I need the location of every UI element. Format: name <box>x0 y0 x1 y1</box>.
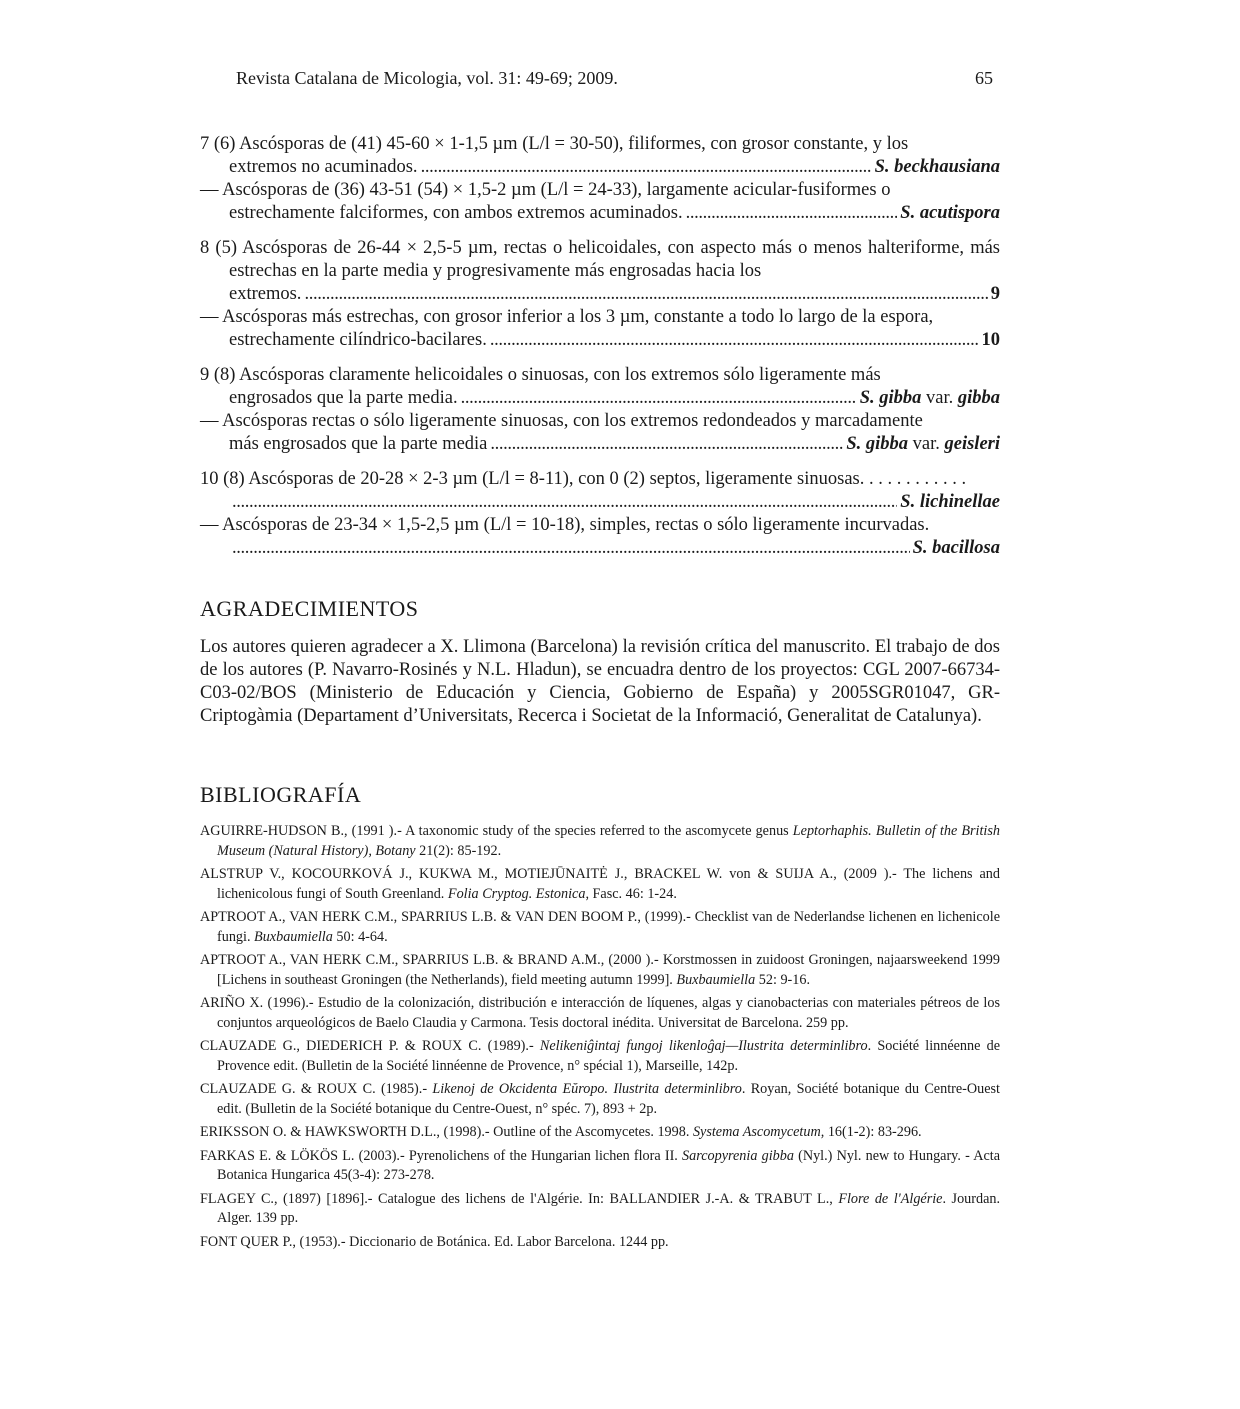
bibliography-entry: ALSTRUP V., KOCOURKOVÁ J., KUKWA M., MOTIEJŪNAITĖ J., BRACKEL W. von & SUIJA A., (2009 ).- The lichens and lichenicolous fungi of South Greenland. Folia Cryptog. Estonica, Fasc. 46: 1-24. <box>200 866 1000 902</box>
key-result: S. bacillosa <box>912 538 1000 558</box>
bibliography-list <box>200 822 1000 1256</box>
bibliography-entry: CLAUZADE G. & ROUX C. (1985).- Likenoj de Okcidenta Eŭropo. Ilustrita determinlibro. Royan, Société botanique du Centre-Ouest edit. (Bulletin de la Société botanique du Centre-Ouest, n° spéc. 7), 893 + 2p. <box>200 1081 1000 1117</box>
key-result: S. acutispora <box>900 203 1000 223</box>
bibliography-entry: FLAGEY C., (1897) [1896].- Catalogue des lichens de l'Algérie. In: BALLANDIER J.-A. & TRABUT L., Flore de l'Algérie. Jourdan. Alger. 139 pp. <box>200 1190 1001 1226</box>
key-lead: 8 (5) Ascósporas de 26-44 × 2,5-5 µm, rectas o helicoidales, con aspecto más o menos halteriforme, más estrechas en la parte media y progresivamente más engrosadas hacia los <box>200 238 1000 281</box>
running-header <box>236 68 993 89</box>
key-result: S. gibba var. gibba <box>859 388 1000 408</box>
acknowledgements-heading: AGRADECIMIENTOS <box>200 596 419 621</box>
key-lead: — Ascósporas rectas o sólo ligeramente sinuosas, con los extremos redondeados y marcadamente <box>200 411 923 431</box>
acknowledgements-text: Los autores quieren agradecer a X. Llimona (Barcelona) la revisión crítica del manuscrito. El trabajo de dos de los autores (P. Navarro-Rosinés y N.L. Hladun), se encuadra dentro de los proyectos: CGL 2007-66734-C03-02/BOS (Ministerio de Educación y Ciencia, Gobierno de España) y 2005SGR01047, GR-Criptogàmia (Departament d’Universitats, Recerca i Societat de la Informació, Generalitat de Catalunya). <box>200 637 1000 726</box>
key-result: S. lichinellae <box>900 492 1000 512</box>
bibliography-entry: ERIKSSON O. & HAWKSWORTH D.L., (1998).- Outline of the Ascomycetes. 1998. Systema Ascomycetum, 16(1-2): 83-296. <box>200 1124 922 1140</box>
bibliography-entry: CLAUZADE G., DIEDERICH P. & ROUX C. (1989).- Nelikeniĝintaj fungoj likenloĝaj—Ilustrita determinlibro. Société linnéenne de Provence edit. (Bulletin de la Société linnéenne de Provence, n° spécial 1), Marseille, 142p. <box>200 1038 1000 1074</box>
bibliography-heading: BIBLIOGRAFÍA <box>200 782 362 807</box>
bibliography-entry: AGUIRRE-HUDSON B., (1991 ).- A taxonomic study of the species referred to the ascomycete genus Leptorhaphis. Bulletin of the British Museum (Natural History), Botany 21(2): 85-192. <box>200 823 1000 859</box>
key-lead: — Ascósporas de (36) 43-51 (54) × 1,5-2 µm (L/l = 24-33), largamente acicular-fusiformes o <box>200 180 891 200</box>
key-lead-end: estrechamente cilíndrico-bacilares. . . . 10 <box>200 329 1000 352</box>
key-lead-end: extremos. . . . 9 <box>200 283 1000 306</box>
bibliography-entry: FARKAS E. & LÖKÖS L. (2003).- Pyrenolichens of the Hungarian lichen flora II. Sarcopyrenia gibba (Nyl.) Nyl. new to Hungary. - Acta Botanica Hungarica 45(3-4): 273-278. <box>200 1147 1000 1183</box>
key-lead: 10 (8) Ascósporas de 20-28 × 2-3 µm (L/l = 8-11), con 0 (2) septos, ligeramente sinuosas. . . . . . . . . . . . <box>200 469 967 489</box>
key-lead-end <box>200 491 1000 514</box>
key-result: 9 <box>990 284 1000 304</box>
key-couplet-8 <box>200 237 1000 352</box>
key-lead-end <box>200 537 1000 560</box>
key-couplet-7 <box>200 133 1000 225</box>
identification-key <box>200 133 1000 572</box>
key-lead: 7 (6) Ascósporas de (41) 45-60 × 1-1,5 µm (L/l = 30-50), filiformes, con grosor constante, y los <box>200 134 909 154</box>
key-couplet-9 <box>200 364 1000 456</box>
key-result: S. gibba var. geisleri <box>846 434 1000 454</box>
page-number: 65 <box>975 68 993 88</box>
bibliography-entry: FONT QUER P., (1953).- Diccionario de Botánica. Ed. Labor Barcelona. 1244 pp. <box>200 1233 669 1250</box>
key-lead-end: extremos no acuminados. . . . S. beckhausiana <box>200 156 1000 179</box>
bibliography-entry: APTROOT A., VAN HERK C.M., SPARRIUS L.B. & BRAND A.M., (2000 ).- Korstmossen in zuidoost Groningen, najaarsweekend 1999 [Lichens in southeast Groningen (the Netherlands), field meeting autumn 1999]. Buxbaumiella 52: 9-16. <box>200 952 1000 988</box>
bibliography-entry: APTROOT A., VAN HERK C.M., SPARRIUS L.B. & VAN DEN BOOM P., (1999).- Checklist van de Nederlandse lichenen en lichenicole fungi. Buxbaumiella 50: 4-64. <box>200 909 1000 945</box>
key-result: S. beckhausiana <box>874 157 1000 177</box>
key-result: 10 <box>981 330 1000 350</box>
bibliography-entry: ARIÑO X. (1996).- Estudio de la colonización, distribución e interacción de líquenes, algas y cianobacterias con materiales pétreos de los conjuntos arqueológicos de Baelo Claudia y Carmona. Tesis doctoral inédita. Universitat de Barcelona. 259 pp. <box>200 995 1000 1031</box>
journal-citation: Revista Catalana de Micologia, vol. 31: 49-69; 2009. <box>236 68 618 88</box>
key-lead-end: estrechamente falciformes, con ambos extremos acuminados. . . . S. acutispora <box>200 202 1000 225</box>
key-couplet-10 <box>200 468 1000 560</box>
key-lead-end: engrosados que la parte media. . . . S. gibba var. gibba <box>200 387 1000 410</box>
key-lead: — Ascósporas más estrechas, con grosor inferior a los 3 µm, constante a todo lo largo de la espora, <box>200 307 934 327</box>
key-lead-end: más engrosados que la parte media . . . S. gibba var. geisleri <box>200 433 1000 456</box>
key-lead: — Ascósporas de 23-34 × 1,5-2,5 µm (L/l = 10-18), simples, rectas o sólo ligeramente incurvadas. <box>200 515 930 535</box>
key-lead: 9 (8) Ascósporas claramente helicoidales o sinuosas, con los extremos sólo ligeramente más <box>200 365 881 385</box>
